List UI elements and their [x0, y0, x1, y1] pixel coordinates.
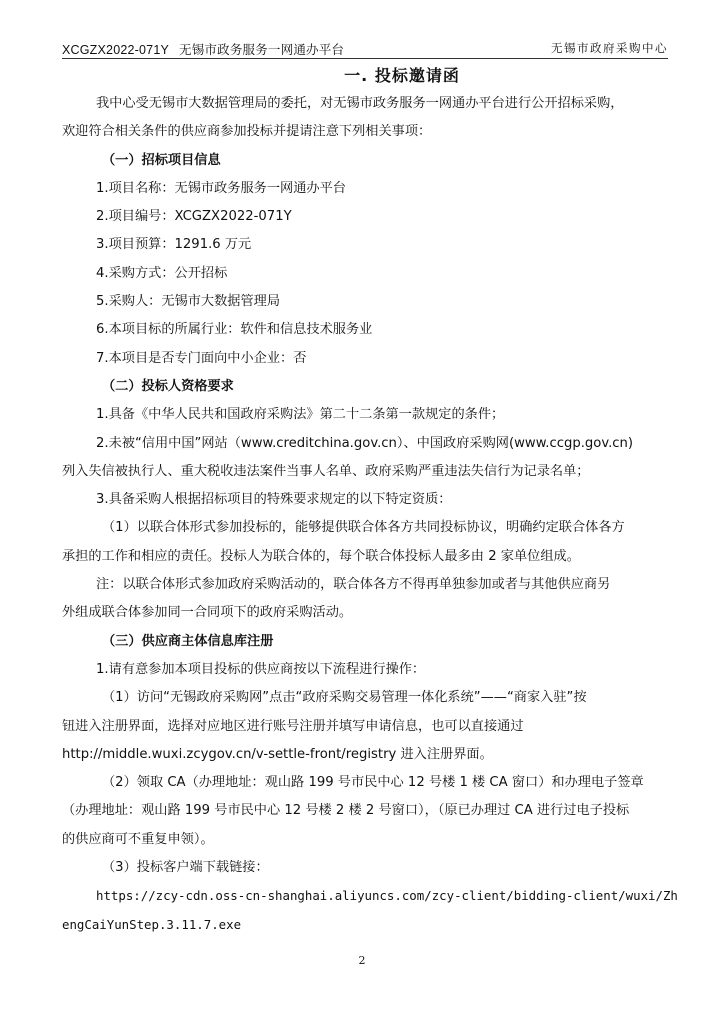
qualification-3: 3.具备采购人根据招标项目的特殊要求规定的以下特定资质： — [96, 492, 452, 508]
page-number: 2 — [358, 954, 366, 967]
qualification-2-line-1: 2.未被“信用中国”网站（www.creditchina.gov.cn）、中国政府采购网(www.ccgp.gov.cn) — [96, 435, 634, 451]
note-line-2: 外组成联合体参加同一合同项下的政府采购活动。 — [62, 605, 353, 621]
header-left — [62, 40, 344, 58]
intro-line-1: 我中心受无锡市大数据管理局的委托，对无锡市政务服务一网通办平台进行公开招标采购， — [96, 96, 624, 111]
project-item-5: 5.采购人：无锡市大数据管理局 — [96, 294, 281, 310]
client-download-url-line-1: https://zcy-cdn.oss-cn-shanghai.aliyuncs.com/zcy-client/bidding-client/wuxi/Zh — [96, 888, 678, 904]
client-download-label: （3）投标客户端下载链接： — [102, 860, 269, 876]
note-line-1: 注：以联合体形式参加政府采购活动的，联合体各方不得再单独参加或者与其他供应商另 — [96, 577, 611, 593]
header-project-code: XCGZX2022-071Y — [62, 43, 170, 57]
registration-1-line-2: 钮进入注册界面，选择对应地区进行账号注册并填写申请信息，也可以直接通过 — [62, 718, 524, 734]
intro-line-2: 欢迎符合相关条件的供应商参加投标并提请注意下列相关事项： — [62, 124, 432, 140]
section-heading-1: （一）招标项目信息 — [102, 152, 221, 168]
consortium-line-2: 承担的工作和相应的责任。投标人为联合体的，每个联合体投标人最多由 2 家单位组成。 — [62, 548, 580, 564]
project-item-3: 3.项目预算：1291.6 万元 — [96, 237, 252, 253]
project-item-4: 4.采购方式：公开招标 — [96, 265, 228, 281]
registration-step: 1.请有意参加本项目投标的供应商按以下流程进行操作： — [96, 661, 426, 677]
header-center-name: 无锡市政府采购中心 — [551, 41, 668, 55]
consortium-line-1: （1）以联合体形式参加投标的，能够提供联合体各方共同投标协议，明确约定联合体各方 — [102, 520, 625, 536]
registration-url-line: http://middle.wuxi.zcygov.cn/v-settle-front/registry 进入注册界面。 — [62, 746, 493, 762]
ca-line-3: 的供应商可不重复申领）。 — [62, 831, 214, 847]
page-title: 一. 投标邀请函 — [344, 66, 460, 85]
ca-line-1: （2）领取 CA（办理地址：观山路 199 号市民中心 12 号楼 1 楼 CA 窗口）和办理电子签章 — [102, 775, 644, 791]
document-body — [62, 62, 678, 939]
section-heading-2: （二）投标人资格要求 — [102, 378, 234, 394]
qualification-1: 1.具备《中华人民共和国政府采购法》第二十二条第一款规定的条件； — [96, 407, 505, 423]
project-item-7: 7.本项目是否专门面向中小企业：否 — [96, 350, 307, 366]
project-item-6: 6.本项目标的所属行业：软件和信息技术服务业 — [96, 322, 373, 338]
ca-line-2: （办理地址：观山路 199 号市民中心 12 号楼 2 楼 2 号窗口），（原已办理过 CA 进行过电子投标 — [62, 803, 630, 819]
header-project-name: 无锡市政务服务一网通办平台 — [179, 43, 345, 57]
qualification-2-line-2: 列入失信被执行人、重大税收违法案件当事人名单、政府采购严重违法失信行为记录名单； — [62, 463, 590, 479]
client-download-url-line-2: engCaiYunStep.3.11.7.exe — [62, 916, 242, 932]
project-item-2: 2.项目编号：XCGZX2022-071Y — [96, 209, 292, 225]
section-heading-3: （三）供应商主体信息库注册 — [102, 633, 274, 649]
project-item-1: 1.项目名称：无锡市政务服务一网通办平台 — [96, 180, 346, 196]
page-header — [62, 38, 668, 59]
registration-1-line-1: （1）访问“无锡政府采购网”点击“政府采购交易管理一体化系统”——“商家入驻”按 — [102, 690, 587, 706]
